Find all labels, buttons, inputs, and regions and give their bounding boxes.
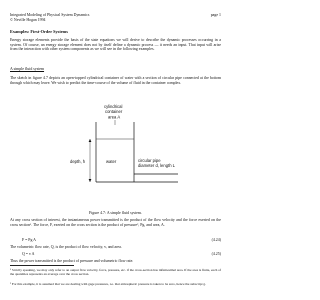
footnote-rule xyxy=(10,265,74,266)
equation-4-25 xyxy=(10,252,221,256)
pipe-label-1: circular pipe xyxy=(138,158,161,163)
water-label: water xyxy=(106,159,117,164)
equation-4-24-number: (4.24) xyxy=(211,238,221,242)
subsection-heading: A simple fluid system xyxy=(10,67,45,71)
thus-paragraph: Thus the power transmitted is the product of pressure and volumetric flow rate. xyxy=(10,259,134,263)
section-title: Examples: First-Order Systems xyxy=(10,29,68,34)
flow-paragraph: The volumetric flow rate, Q, is the product of flow velocity, v, and area. xyxy=(10,245,122,249)
page-number: page 1 xyxy=(210,13,221,17)
container-label-2: container xyxy=(105,109,123,114)
figure-4-7 xyxy=(0,100,231,192)
header-title: Integrated Modeling of Physical System Dynamics xyxy=(10,13,90,17)
equation-4-24-text: F = Pg A xyxy=(22,238,36,242)
header-copyright: © Neville Hogan 1994 xyxy=(10,18,46,22)
container-label-1: cylindrical xyxy=(104,104,123,109)
fluid-system-diagram xyxy=(0,100,231,210)
intro-paragraph: Energy storage elements provide the basis of the state equations we will derive to describe the dynamic processes occurring in a system. Of course, an energy storage element does not by itself define a dynamic process — it needs an input. That input will arise from the interaction with other system components as we will see in the following examples. xyxy=(10,38,221,52)
depth-label: depth, h xyxy=(70,159,86,164)
depth-arrow-top xyxy=(89,139,92,142)
figure-caption: Figure 4.7: A simple fluid system. xyxy=(89,211,142,215)
equation-4-24 xyxy=(10,238,221,242)
equation-4-25-text: Q = v A xyxy=(22,252,35,256)
depth-arrow-bottom xyxy=(89,179,92,182)
sketch-paragraph: The sketch in figure 4.7 depicts an open-topped cylindrical container of water with a section of circular pipe connected at the bottom through which may leave. We wish to predict the time-course of the volume of fluid in the container complex. xyxy=(10,76,221,85)
area-label: area A xyxy=(108,114,121,120)
pipe-label-2: diameter d, length L xyxy=(138,163,176,168)
footnote-2: ² For this example, it is assumed that we are dealing with gage pressures, i.e. that atmospheric pressure is taken to be zero, hence the subscript g. xyxy=(10,282,206,286)
equation-4-25-number: (4.25) xyxy=(211,252,221,256)
footnote-1: ¹ Strictly speaking, we may only refer to an output flow velocity, force, pressure, etc. if the cross-section has infinitesimal area. If the area is finite, each of the quantities represents an average over the cross section. xyxy=(10,268,221,276)
power-paragraph: At any cross section of interest, the instantaneous power transmitted is the product of the flow velocity and the force exerted on the cross section¹. The force, F, exerted on the cross section is the product of pressure², Pg, and area, A. xyxy=(10,218,221,227)
